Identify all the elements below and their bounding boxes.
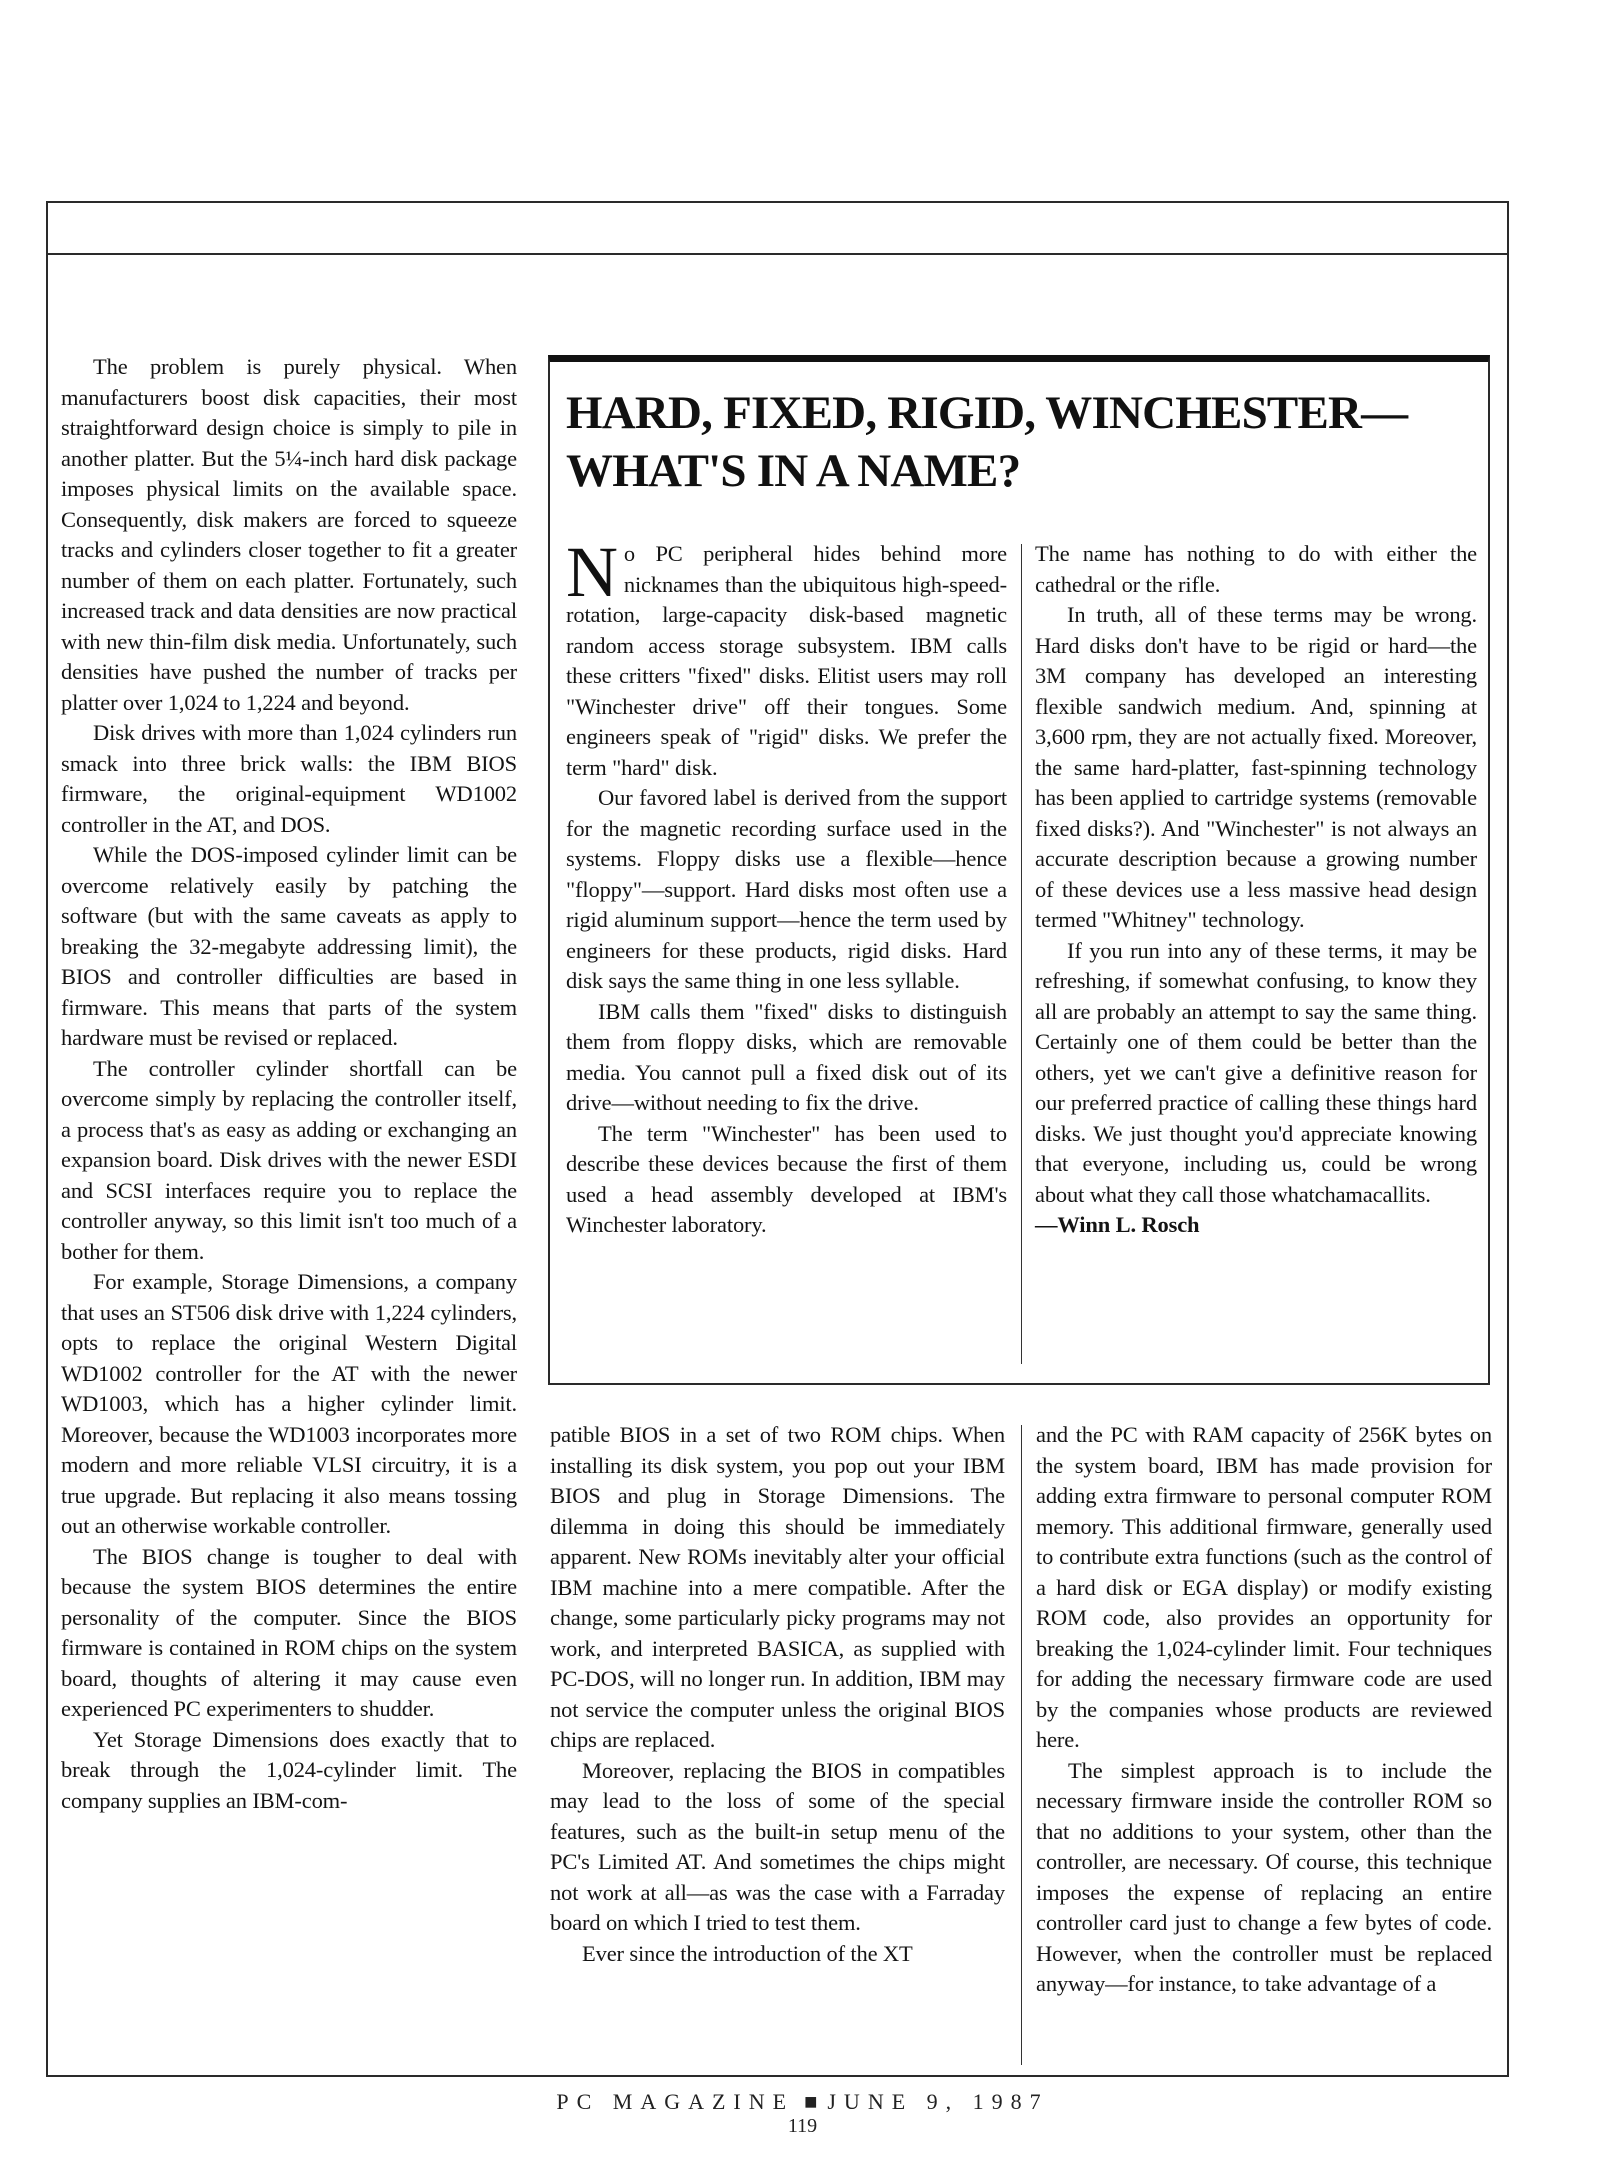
paragraph: Moreover, replacing the BIOS in compatibles may lead to the loss of some of the special features, such as the built-in setup menu of the PC's Limited AT. And sometimes the chips might not work at all—as was the case with a Farraday board on which I tried to test them. bbox=[550, 1757, 1005, 1935]
paragraph: The controller cylinder shortfall can be overcome simply by replacing the controller itself, a process that's as easy as adding or exchanging an expansion board. Disk drives with the newer ESDI and SCSI interfaces require you to replace the controller anyway, so this limit isn't too much of a bother for them. bbox=[61, 1055, 517, 1264]
byline: —Winn L. Rosch bbox=[1035, 1212, 1200, 1237]
sidebar-column-a bbox=[566, 532, 1007, 1241]
sidebar-title-line-1: HARD, FIXED, RIGID, WINCHESTER— bbox=[566, 387, 1408, 439]
sidebar-column-b bbox=[1035, 539, 1477, 1241]
sidebar-title bbox=[566, 384, 1476, 500]
header-rule bbox=[46, 253, 1509, 255]
paragraph: If you run into any of these terms, it may be refreshing, if somewhat confusing, to know they all are probably an attempt to say the same thing. Certainly one of them could be better than the others, yet we can't give a definitive reason for our preferred practice of calling these things hard disks. We just thought you'd appreciate knowing that everyone, including us, could be wrong about what they call those whatchamacallits. bbox=[1035, 937, 1477, 1207]
column-divider bbox=[1021, 1425, 1022, 2065]
article-column-3 bbox=[1036, 1420, 1492, 2000]
article-column-1 bbox=[61, 352, 517, 1816]
sidebar-column-divider bbox=[1021, 544, 1022, 1364]
paragraph: While the DOS-imposed cylinder limit can be overcome relatively easily by patching the software (but with the same caveats as apply to breaking the 32-megabyte addressing limit), the BIOS and controller difficulties are based in firmware. This means that parts of the system hardware must be revised or replaced. bbox=[61, 842, 517, 1050]
paragraph: Yet Storage Dimensions does exactly that to break through the 1,024-cylinder limit. The company supplies an IBM-com- bbox=[61, 1726, 517, 1813]
paragraph: and the PC with RAM capacity of 256K bytes on the system board, IBM has made provision for adding extra firmware to personal computer ROM memory. This additional firmware, generally used to contribute extra functions (such as the control of a hard disk or EGA display) or modify existing ROM code, also provides an opportunity for breaking the 1,024-cylinder limit. Four techniques for adding the necessary firmware code are used by the companies whose products are reviewed here. bbox=[1036, 1422, 1492, 1752]
footer-folio bbox=[0, 2089, 1605, 2115]
article-column-2 bbox=[550, 1420, 1005, 1969]
paragraph: In truth, all of these terms may be wrong. Hard disks don't have to be rigid or hard—the 3M company has developed an interesting flexible sandwich medium. And, spinning at 3,600 rpm, they are not actually fixed. Moreover, the same hard-platter, fast-spinning technology has been applied to cartridge systems (removable fixed disks?). And "Winchester" is not always an accurate description because a growing number of these devices use a less massive head design termed "Whitney" technology. bbox=[1035, 602, 1477, 932]
paragraph: The simplest approach is to include the necessary firmware inside the controller ROM so that no additions to your system, other than the controller, are necessary. Of course, this technique imposes the expense of replacing an entire controller card just to change a few bytes of code. However, when the controller must be replaced anyway—for instance, to take advantage of a bbox=[1036, 1757, 1492, 1996]
issue-date: JUNE 9, 1987 bbox=[827, 2089, 1049, 2114]
sidebar-title-line-2: WHAT'S IN A NAME? bbox=[566, 445, 1021, 497]
page-number: 119 bbox=[787, 2115, 818, 2137]
drop-cap: N bbox=[566, 532, 618, 612]
paragraph: For example, Storage Dimensions, a company that uses an ST506 disk drive with 1,224 cylinders, opts to replace the original Western Digital WD1002 controller for the AT with the newer WD1003, which has a higher cylinder limit. Moreover, because the WD1003 incorporates more modern and more reliable VLSI circuitry, it is a true upgrade. But replacing it also means tossing out an otherwise workable controller. bbox=[61, 1269, 517, 1538]
sidebar-box bbox=[548, 355, 1490, 1385]
paragraph: The problem is purely physical. When manufacturers boost disk capacities, their most straightforward design choice is simply to pile in another platter. But the 5¼-inch hard disk package imposes physical limits on the available space. Consequently, disk makers are forced to squeeze tracks and cylinders closer together to fit a greater number of them on each platter. Fortunately, such increased track and data densities are now practical with new thin-film disk media. Unfortunately, such densities have pushed the number of tracks per platter over 1,024 to 1,224 and beyond. bbox=[61, 354, 517, 715]
footer-separator: ■ bbox=[804, 2089, 818, 2114]
paragraph: Ever since the introduction of the XT bbox=[582, 1940, 913, 1966]
paragraph: The name has nothing to do with either the cathedral or the rifle. bbox=[1035, 541, 1477, 597]
sidebar-opening-paragraph bbox=[566, 532, 1007, 783]
paragraph: Disk drives with more than 1,024 cylinders run smack into three brick walls: the IBM BIOS firmware, the original-equipment WD1002 controller in the AT, and DOS. bbox=[61, 720, 517, 837]
publication-name: PC MAGAZINE bbox=[556, 2089, 795, 2114]
paragraph: The BIOS change is tougher to deal with because the system BIOS determines the entire personality of the computer. Since the BIOS firmware is contained in ROM chips on the system board, thoughts of altering it may cause even experienced PC experimenters to shudder. bbox=[61, 1543, 517, 1721]
paragraph: patible BIOS in a set of two ROM chips. When installing its disk system, you pop out your IBM BIOS and plug in Storage Dimensions. The dilemma in doing this should be immediately apparent. New ROMs inevitably alter your official IBM machine into a mere compatible. After the change, some particularly picky programs may not work, and interpreted BASICA, as supplied with PC-DOS, will no longer run. In addition, IBM may not service the computer unless the original BIOS chips are replaced. bbox=[550, 1422, 1005, 1752]
paragraph: The term "Winchester" has been used to describe these devices because the first of them used a head assembly developed at IBM's Winchester laboratory. bbox=[566, 1120, 1007, 1237]
sidebar-opening-text: o PC peripheral hides behind more nicknames than the ubiquitous high-speed-rotation, large-capacity disk-based magnetic random access storage subsystem. IBM calls these critters "fixed" disks. Elitist users may roll "Winchester drive" off their tongues. Some engineers speak of "rigid" disks. We prefer the term "hard" disk. bbox=[566, 541, 1007, 780]
paragraph: IBM calls them "fixed" disks to distinguish them from floppy disks, which are removable media. You cannot pull a fixed disk out of its drive—without needing to fix the drive. bbox=[566, 998, 1007, 1115]
paragraph: Our favored label is derived from the support for the magnetic recording surface used in the systems. Floppy disks use a flexible—hence "floppy"—support. Hard disks most often use a rigid aluminum support—hence the term used by engineers for these products, rigid disks. Hard disk says the same thing in one less syllable. bbox=[566, 785, 1007, 993]
